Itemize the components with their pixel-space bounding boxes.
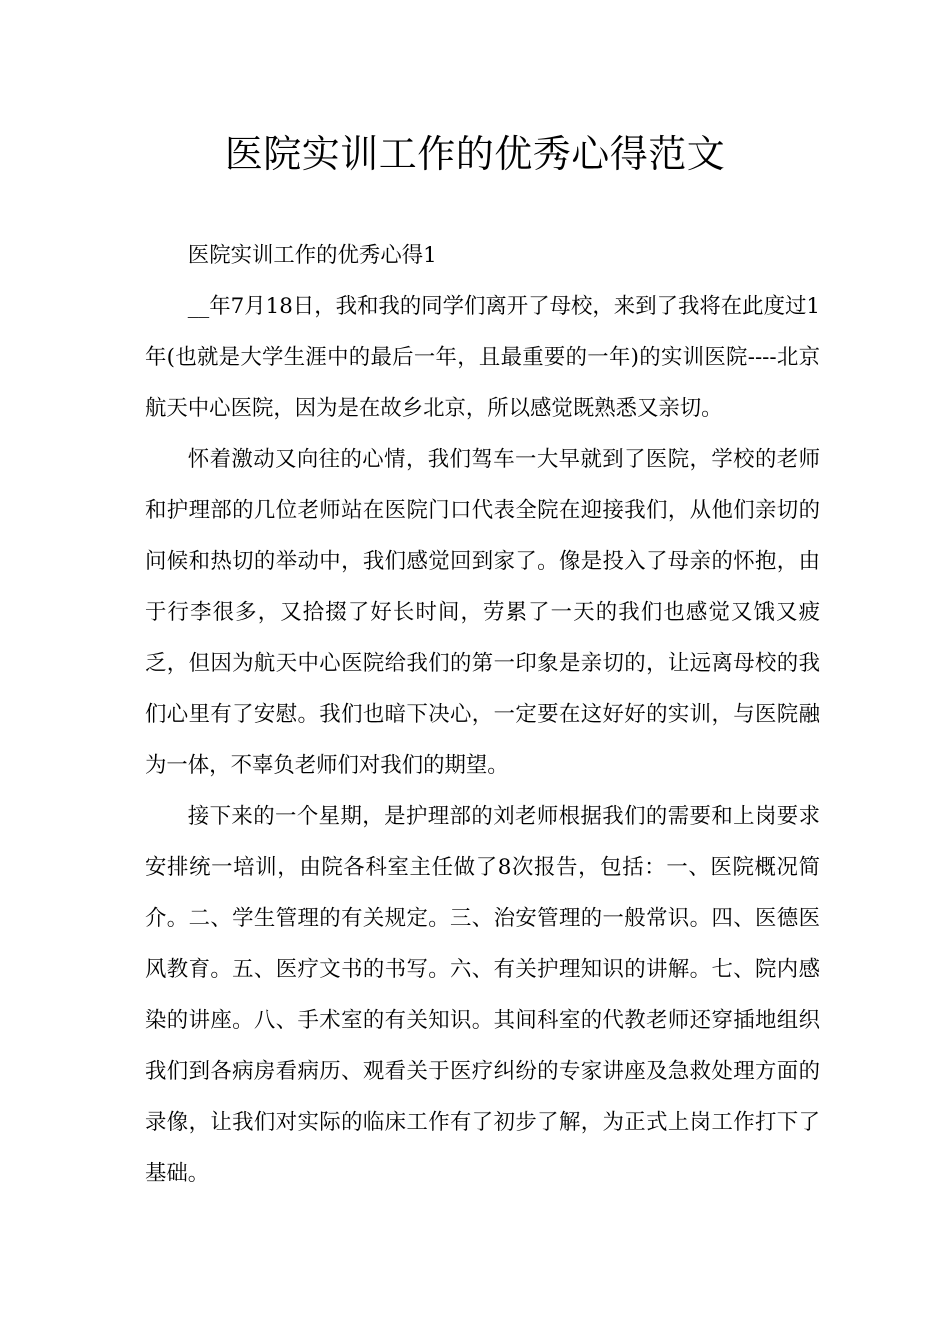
paragraph-1: __年7月18日，我和我的同学们离开了母校，来到了我将在此度过1年(也就是大学生涯中的最后一年，且最重要的一年)的实训医院----北京航天中心医院，因为是在故乡北京，所以感觉既熟悉又亲切。 [145,294,820,421]
paragraph-3: 接下来的一个星期，是护理部的刘老师根据我们的需要和上岗要求安排统一培训，由院各科室主任做了8次报告，包括：一、医院概况简介。二、学生管理的有关规定。三、治安管理的一般常识。四、医德医风教育。五、医疗文书的书写。六、有关护理知识的讲解。七、院内感染的讲座。八、手术室的有关知识。其间科室的代教老师还穿插地组织我们到各病房看病历、观看关于医疗纠纷的专家讲座及急救处理方面的录像，让我们对实际的临床工作有了初步了解，为正式上岗工作打下了基础。 [145,804,820,1186]
document-body [145,230,820,1199]
paragraph-2: 怀着激动又向往的心情，我们驾车一大早就到了医院，学校的老师和护理部的几位老师站在医院门口代表全院在迎接我们，从他们亲切的问候和热切的举动中，我们感觉回到家了。像是投入了母亲的怀抱，由于行李很多，又拾掇了好长时间，劳累了一天的我们也感觉又饿又疲乏，但因为航天中心医院给我们的第一印象是亲切的，让远离母校的我们心里有了安慰。我们也暗下决心，一定要在这好好的实训，与医院融为一体，不辜负老师们对我们的期望。 [145,447,820,778]
section-heading: 医院实训工作的优秀心得1 [187,243,437,268]
document-title: 医院实训工作的优秀心得范文 [224,132,726,176]
